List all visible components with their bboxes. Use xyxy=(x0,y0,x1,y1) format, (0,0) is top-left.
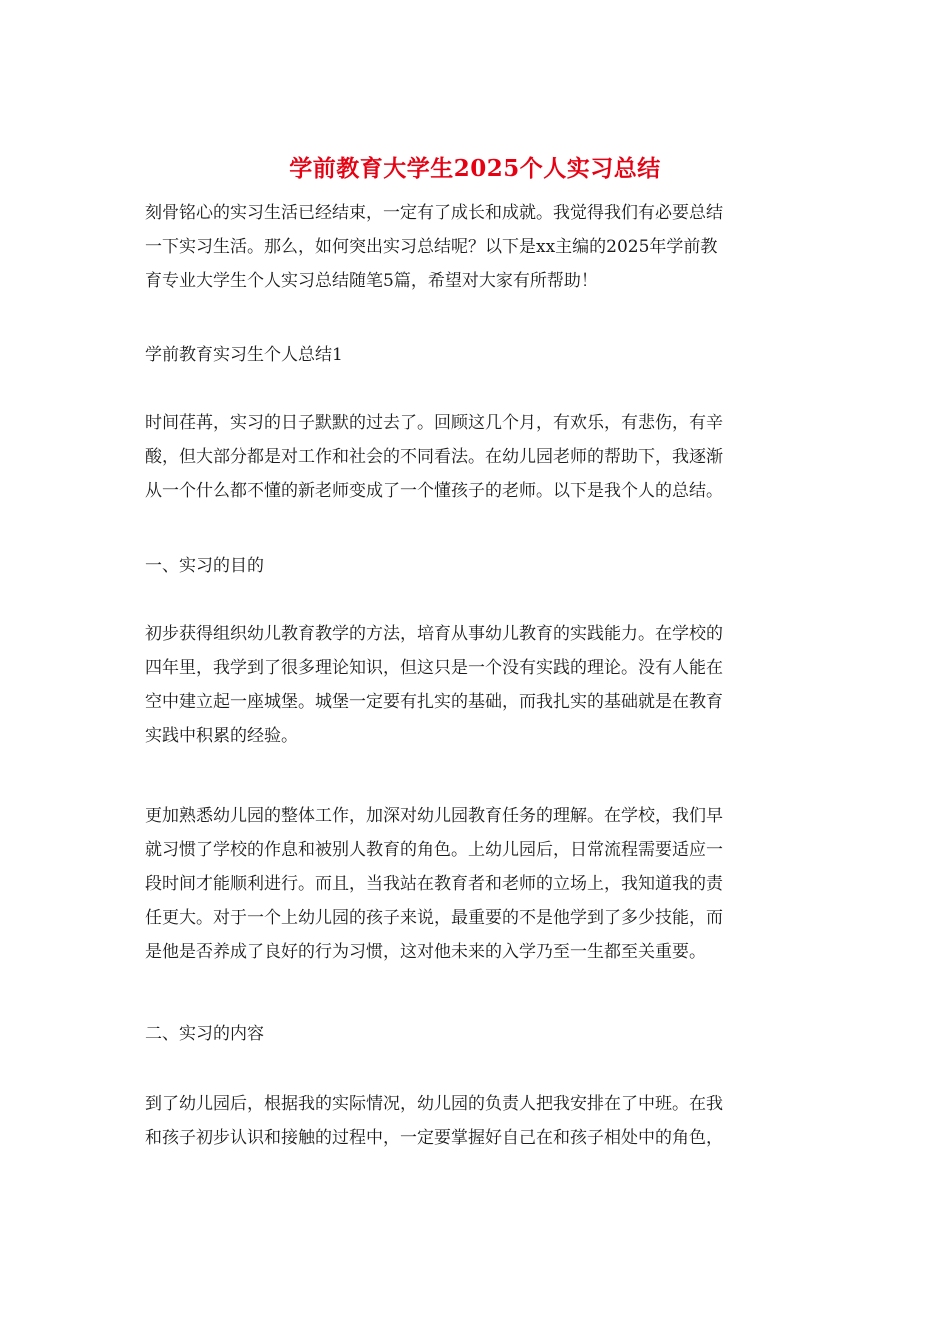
text-line: 一下实习生活。那么，如何突出实习总结呢？以下是xx主编的2025年学前教 xyxy=(145,237,718,257)
text-line: 学前教育实习生个人总结1 xyxy=(145,345,343,365)
text-line: 酸，但大部分都是对工作和社会的不同看法。在幼儿园老师的帮助下，我逐渐 xyxy=(145,447,723,467)
text-line: 从一个什么都不懂的新老师变成了一个懂孩子的老师。以下是我个人的总结。 xyxy=(145,481,723,501)
text-line: 更加熟悉幼儿园的整体工作，加深对幼儿园教育任务的理解。在学校，我们早 xyxy=(145,806,723,826)
text-line: 初步获得组织幼儿教育教学的方法，培育从事幼儿教育的实践能力。在学校的 xyxy=(145,624,723,644)
text-line: 实践中积累的经验。 xyxy=(145,726,298,746)
text-line: 任更大。对于一个上幼儿园的孩子来说，最重要的不是他学到了多少技能，而 xyxy=(145,908,723,928)
text-line: 一、实习的目的 xyxy=(145,556,264,576)
text-line: 时间荏苒，实习的日子默默的过去了。回顾这几个月，有欢乐，有悲伤，有辛 xyxy=(145,413,723,433)
text-line: 二、实习的内容 xyxy=(145,1024,264,1044)
paragraph xyxy=(145,799,805,969)
text-line: 到了幼儿园后，根据我的实际情况，幼儿园的负责人把我安排在了中班。在我 xyxy=(145,1094,723,1114)
text-line: 四年里，我学到了很多理论知识，但这只是一个没有实践的理论。没有人能在 xyxy=(145,658,723,678)
text-line: 刻骨铭心的实习生活已经结束，一定有了成长和成就。我觉得我们有必要总结 xyxy=(145,203,723,223)
section-heading xyxy=(145,1017,805,1051)
paragraph xyxy=(145,617,805,753)
text-line: 空中建立起一座城堡。城堡一定要有扎实的基础，而我扎实的基础就是在教育 xyxy=(145,692,723,712)
paragraph xyxy=(145,1087,805,1155)
document-title: 学前教育大学生2025个人实习总结 xyxy=(289,155,661,182)
text-line: 是他是否养成了良好的行为习惯，这对他未来的入学乃至一生都至关重要。 xyxy=(145,942,706,962)
section-title xyxy=(145,338,805,372)
text-line: 和孩子初步认识和接触的过程中，一定要掌握好自己在和孩子相处中的角色， xyxy=(145,1128,723,1148)
paragraph xyxy=(145,406,805,508)
text-line: 就习惯了学校的作息和被别人教育的角色。上幼儿园后，日常流程需要适应一 xyxy=(145,840,723,860)
intro-paragraph xyxy=(145,196,805,298)
text-line: 段时间才能顺利进行。而且，当我站在教育者和老师的立场上，我知道我的责 xyxy=(145,874,723,894)
section-heading xyxy=(145,549,805,583)
text-line: 育专业大学生个人实习总结随笔5篇，希望对大家有所帮助！ xyxy=(145,271,598,291)
